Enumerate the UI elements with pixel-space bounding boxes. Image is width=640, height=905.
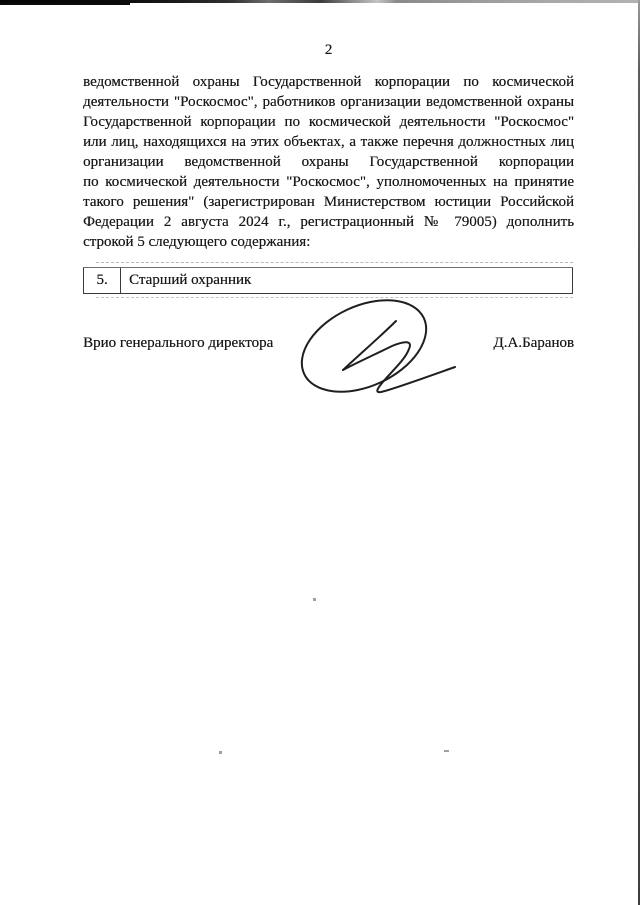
paragraph-line: или лиц, находящихся на этих объектах, а также перечня должностных лиц xyxy=(83,134,574,150)
signer-name: Д.А.Баранов xyxy=(493,335,574,351)
paragraph-line: такого решения" (зарегистрирован Министерством юстиции Российской xyxy=(83,194,574,210)
paragraph-line: ведомственной охраны Государственной корпорации по космической xyxy=(83,74,574,90)
signer-title: Врио генерального директора xyxy=(83,335,274,351)
paragraph-line: Государственной корпорации по космической деятельности "Роскосмос" xyxy=(83,114,574,130)
scan-speck xyxy=(444,750,449,752)
scan-ghost-line xyxy=(96,262,573,263)
body-paragraph xyxy=(83,72,574,252)
paragraph-line: деятельности "Роскосмос", работников организации ведомственной охраны xyxy=(83,94,574,110)
table-cell-number: 5. xyxy=(84,268,121,293)
scan-speck xyxy=(219,751,222,754)
paragraph-line: Федерации 2 августа 2024 г., регистрационный № 79005) дополнить xyxy=(83,214,574,230)
paragraph-line: организации ведомственной охраны Государственной корпорации xyxy=(83,154,574,170)
paragraph-line: строкой 5 следующего содержания: xyxy=(83,234,311,250)
page-number: 2 xyxy=(324,42,333,58)
table-cell-text: Старший охранник xyxy=(129,272,252,288)
scan-edge-top-left xyxy=(0,3,130,5)
paragraph-line: по космической деятельности "Роскосмос", уполномоченных на принятие xyxy=(83,174,574,190)
table-row xyxy=(83,267,573,294)
handwritten-signature xyxy=(292,299,458,400)
scan-ghost-line xyxy=(96,297,573,298)
scan-speck xyxy=(313,598,316,601)
